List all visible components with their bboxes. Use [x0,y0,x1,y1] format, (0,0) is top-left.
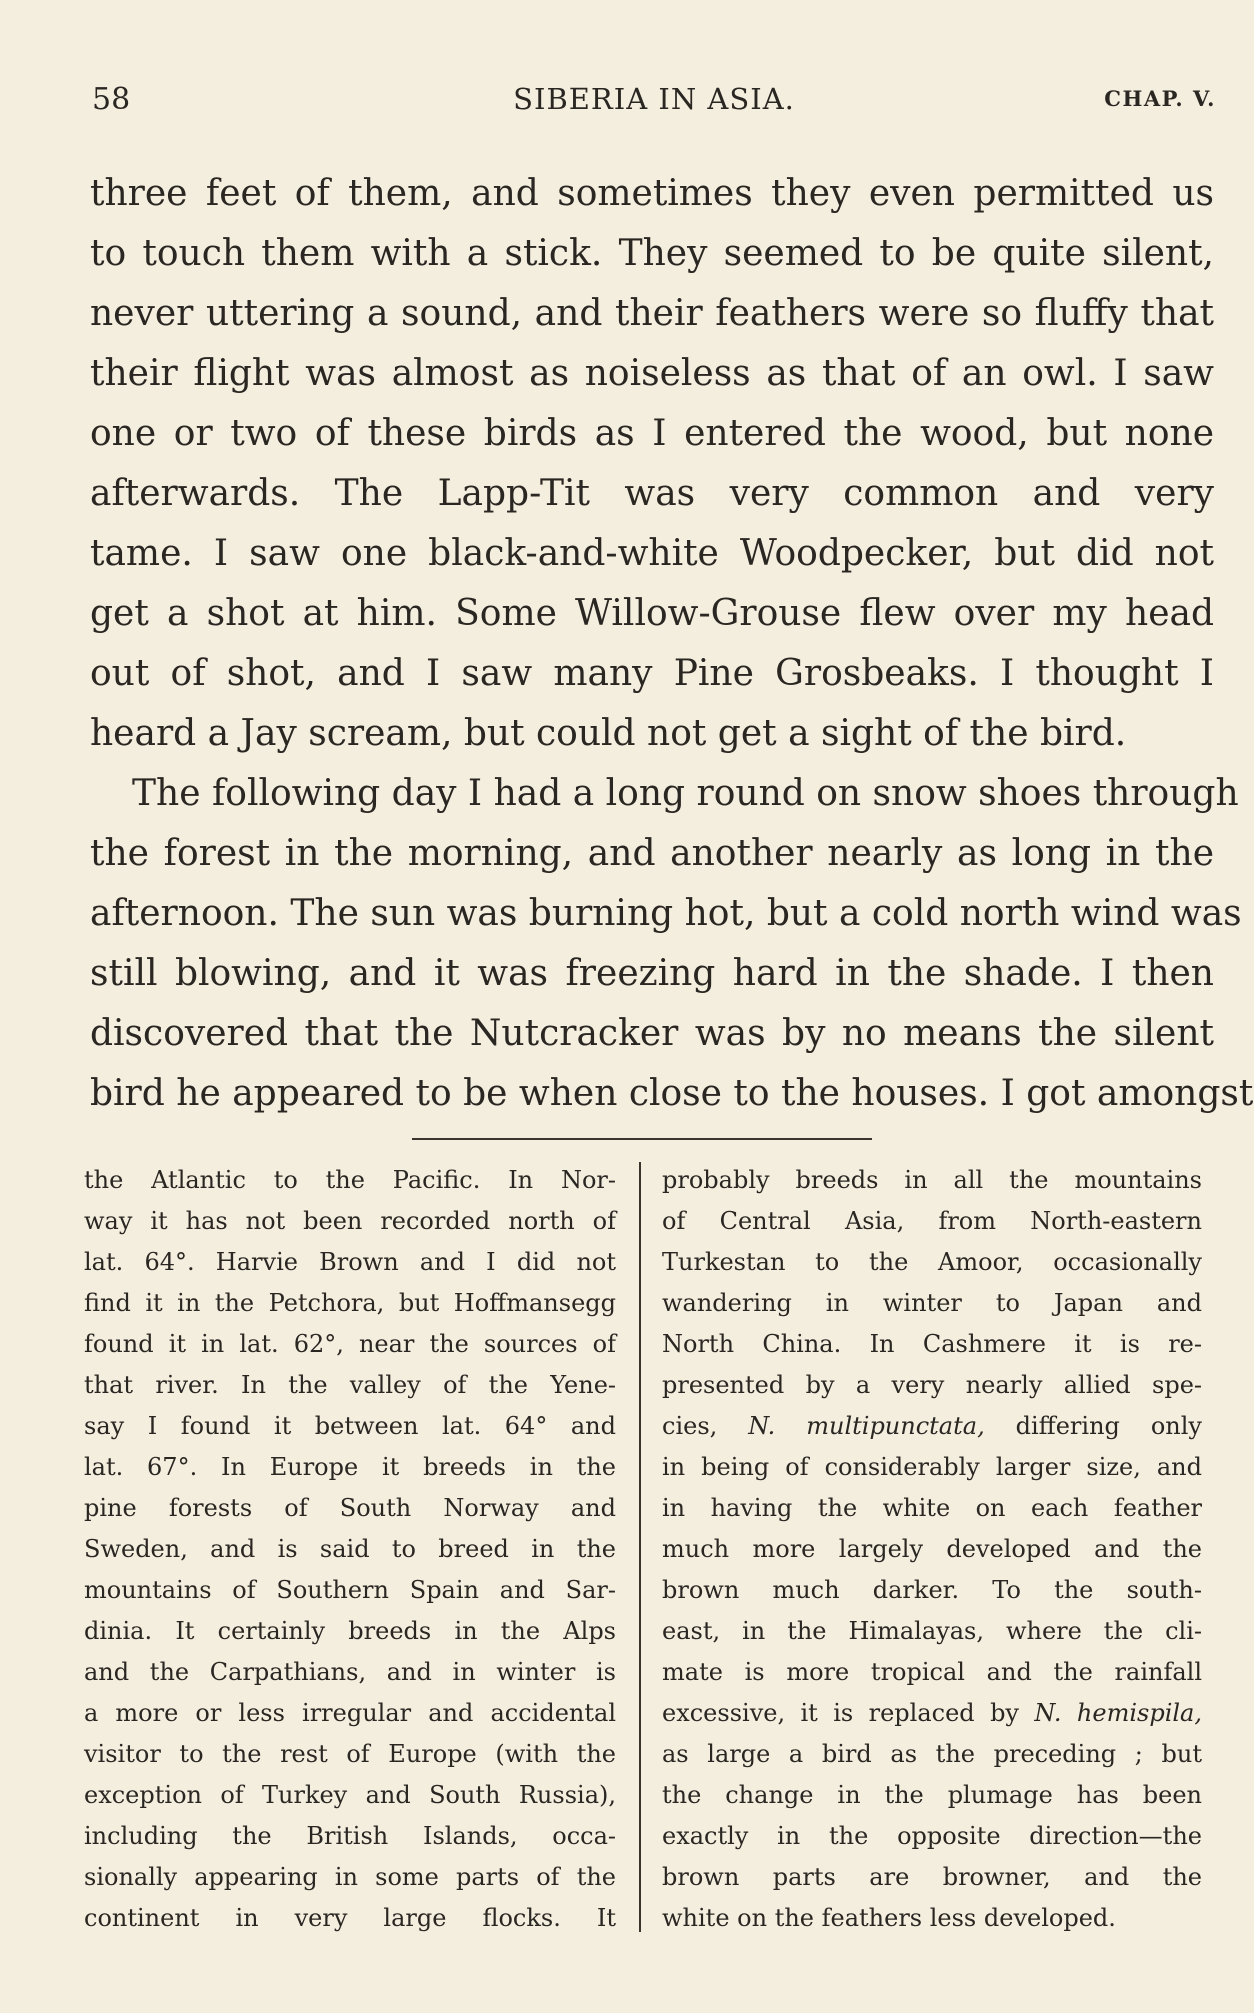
footnote-line: in being of considerably larger size, and [662,1453,1202,1481]
footnote-line: North China. In Cashmere it is re- [662,1330,1202,1358]
chapter-label: CHAP. V. [1104,86,1216,111]
footnote-left-column [84,1160,616,1939]
footnote-line: and the Carpathians, and in winter is [84,1658,616,1686]
footnote-line: wandering in winter to Japan and [662,1289,1202,1317]
footnote-separator-rule [412,1138,872,1140]
footnote-line: much more largely developed and the [662,1535,1202,1563]
text-line: tame. I saw one black-and-white Woodpecker, but did not [90,533,1214,574]
footnote-line: exactly in the opposite direction—the [662,1822,1202,1850]
text-line: heard a Jay scream, but could not get a sight of the bird. [90,713,1127,754]
footnote-line: white on the feathers less developed. [662,1904,1116,1932]
footnote-line: found it in lat. 62°, near the sources of [84,1330,616,1358]
column-divider [639,1162,641,1932]
footnote-line: exception of Turkey and South Russia), [84,1781,616,1809]
footnote-text: cies, [662,1412,718,1440]
running-title: SIBERIA IN ASIA. [513,82,795,116]
footnote-line: the Atlantic to the Pacific. In Nor- [84,1166,616,1194]
footnote-line: a more or less irregular and accidental [84,1699,616,1727]
text-line: out of shot, and I saw many Pine Grosbeaks. I thought I [90,653,1214,694]
footnote-line: lat. 67°. In Europe it breeds in the [84,1453,616,1481]
footnote-line: continent in very large flocks. It [84,1904,616,1932]
footnote-line: the change in the plumage has been [662,1781,1202,1809]
text-line: The following day I had a long round on snow shoes through [132,773,1239,814]
footnote-line: pine forests of South Norway and [84,1494,616,1522]
text-line: afterwards. The Lapp-Tit was very common and very [90,473,1214,514]
footnote-line: lat. 64°. Harvie Brown and I did not [84,1248,616,1276]
text-line: never uttering a sound, and their feathers were so fluffy that [90,293,1214,334]
footnote-line: Sweden, and is said to breed in the [84,1535,616,1563]
footnote-line: mate is more tropical and the rainfall [662,1658,1202,1686]
text-line: to touch them with a stick. They seemed to be quite silent, [90,233,1214,274]
footnote-line: brown much darker. To the south- [662,1576,1202,1604]
footnote-line [662,1693,1202,1734]
footnote-text: excessive, it is replaced by [662,1699,1019,1727]
species-name: N. hemispila, [1034,1699,1202,1727]
footnote-line: as large a bird as the preceding ; but [662,1740,1202,1768]
footnote-line: visitor to the rest of Europe (with the [84,1740,616,1768]
footnote-line: including the British Islands, occa- [84,1822,616,1850]
text-line: three feet of them, and sometimes they even permitted us [90,173,1214,214]
text-line: get a shot at him. Some Willow-Grouse flew over my head [90,593,1214,634]
footnote-line [662,1406,1202,1447]
species-name: N. multipunctata, [748,1412,985,1440]
footnote-line: east, in the Himalayas, where the cli- [662,1617,1202,1645]
text-line: the forest in the morning, and another nearly as long in the [90,833,1214,874]
text-line: their flight was almost as noiseless as that of an owl. I saw [90,353,1214,394]
footnote-line: say I found it between lat. 64° and [84,1412,616,1440]
footnote-line: Turkestan to the Amoor, occasionally [662,1248,1202,1276]
text-line: still blowing, and it was freezing hard in the shade. I then [90,953,1214,994]
text-line: one or two of these birds as I entered the wood, but none [90,413,1214,454]
footnote-line: in having the white on each feather [662,1494,1202,1522]
footnote-line: find it in the Petchora, but Hoffmansegg [84,1289,616,1317]
running-header [92,82,1216,122]
footnote-line: sionally appearing in some parts of the [84,1863,616,1891]
footnote-line: that river. In the valley of the Yene- [84,1371,616,1399]
text-line: afternoon. The sun was burning hot, but a cold north wind was [90,893,1242,934]
page-number: 58 [92,82,131,117]
footnote-line: probably breeds in all the mountains [662,1166,1202,1194]
footnote-line: way it has not been recorded north of [84,1207,616,1235]
text-line: discovered that the Nutcracker was by no means the silent [90,1013,1214,1054]
footnote-text: differing only [1015,1412,1202,1440]
text-line: bird he appeared to be when close to the houses. I got amongst [90,1073,1254,1114]
footnote-line: of Central Asia, from North-eastern [662,1207,1202,1235]
footnote-line: brown parts are browner, and the [662,1863,1202,1891]
footnote-line: dinia. It certainly breeds in the Alps [84,1617,616,1645]
main-body-text [90,164,1254,1124]
footnote-line: presented by a very nearly allied spe- [662,1371,1202,1399]
footnote-line: mountains of Southern Spain and Sar- [84,1576,616,1604]
footnote-right-column [662,1160,1202,1939]
